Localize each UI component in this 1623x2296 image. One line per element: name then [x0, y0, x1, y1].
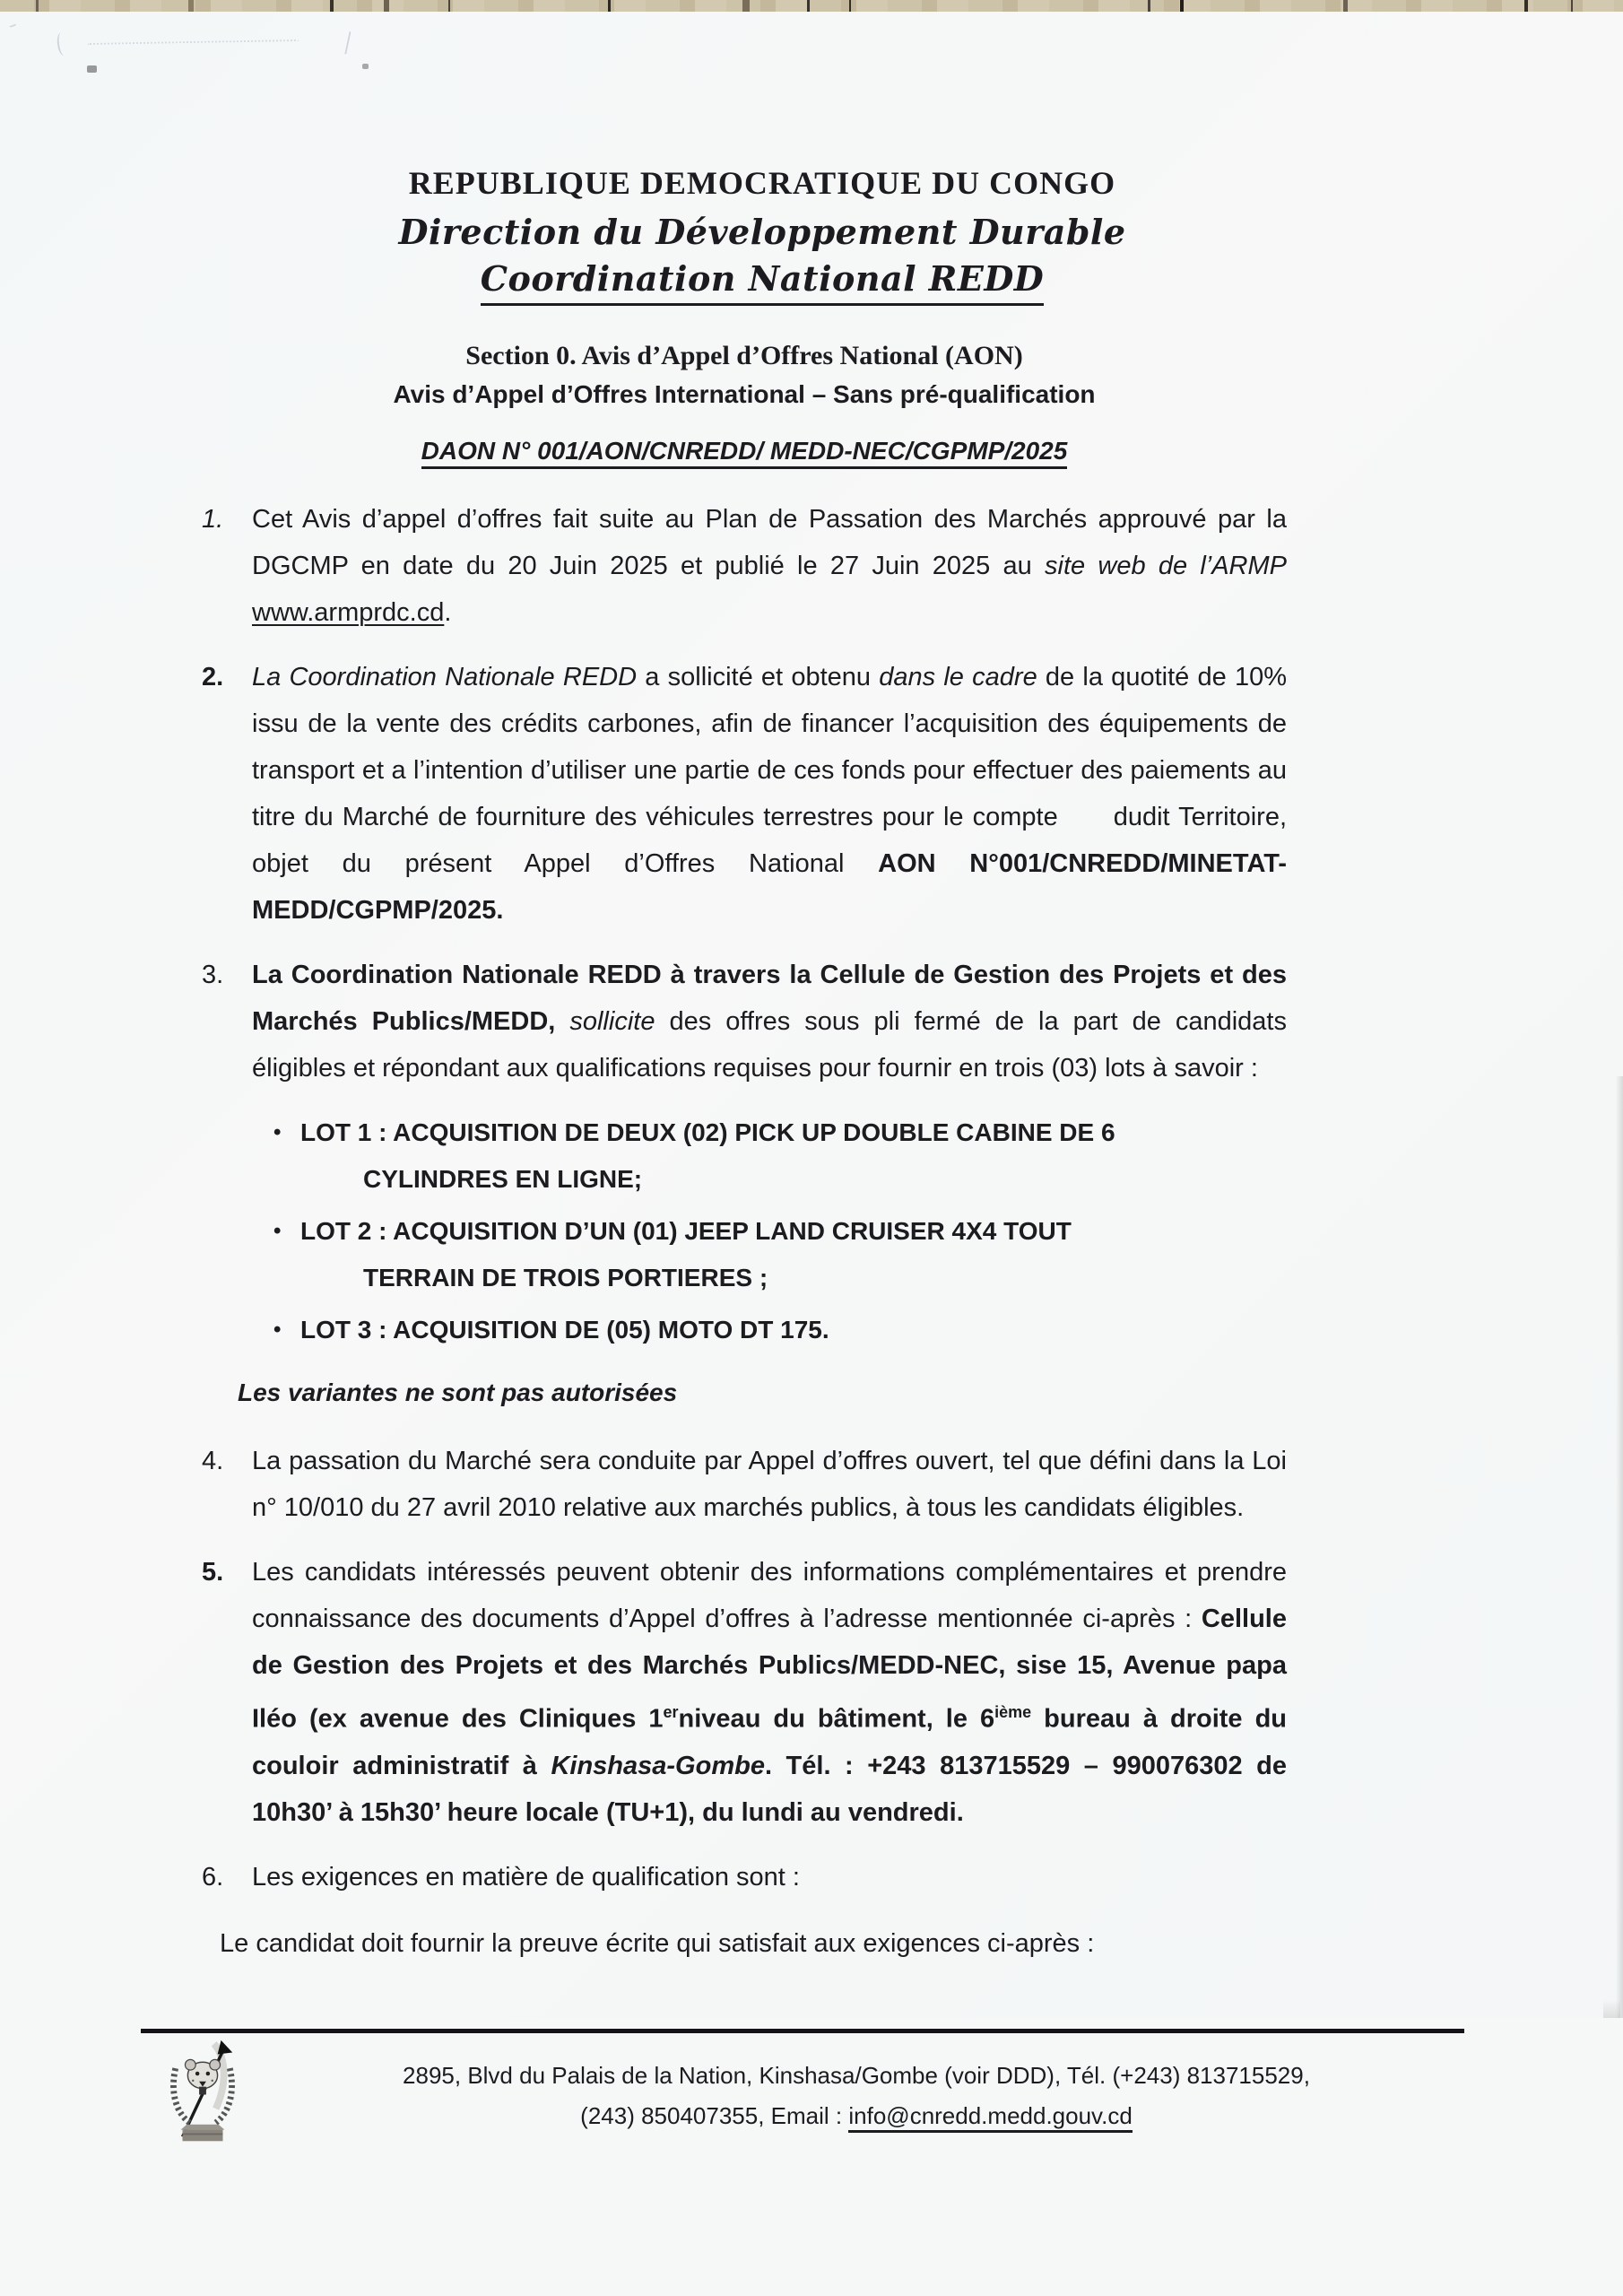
paragraph-text: La Coordination Nationale REDD à travers la Cellule de Gestion des Projets et des Marchés Publics/MEDD, sollicite des offres sous pli fermé de la part de candidats éligibles et répondant aux qualifications requises pour fournir en trois (03) lots à savoir :	[252, 961, 1287, 1083]
paragraph-6	[202, 1854, 1287, 1900]
bullet-icon: •	[273, 1318, 282, 1342]
paragraph-text: Les exigences en matière de qualification sont :	[252, 1862, 800, 1892]
pencil-mark	[88, 39, 299, 51]
bullet-icon: •	[273, 1219, 282, 1243]
lot-item-1	[273, 1109, 1287, 1203]
footer-divider	[141, 2029, 1464, 2033]
drc-coat-of-arms-logo	[163, 2038, 242, 2149]
pencil-mark	[56, 31, 71, 57]
ink-speck	[87, 65, 97, 73]
ink-speck	[362, 64, 369, 69]
subsection-title: Avis d’Appel d’Offres International – Sans pré-qualification	[393, 380, 1096, 408]
country-title: REPUBLIQUE DEMOCRATIQUE DU CONGO	[408, 165, 1116, 201]
paragraph-4	[202, 1438, 1287, 1531]
page-footer	[0, 2018, 1623, 2296]
paragraph-number: 1.	[202, 505, 224, 534]
scan-edge-artifact-top	[0, 0, 1623, 12]
paragraph-3	[202, 952, 1287, 1091]
coordination-title: Coordination National REDD	[238, 257, 1287, 306]
lot-text: LOT 2 : ACQUISITION D’UN (01) JEEP LAND CRUISER 4X4 TOUT TERRAIN DE TROIS PORTIERES ;	[300, 1217, 1072, 1292]
paragraph-number: 5.	[202, 1558, 224, 1587]
paragraph-number: 6.	[202, 1862, 224, 1892]
closing-line: Le candidat doit fournir la preuve écrite qui satisfait aux exigences ci-après :	[220, 1928, 1095, 1958]
coat-of-arms-icon	[163, 2038, 242, 2149]
paragraph-number: 3.	[202, 961, 224, 989]
footer-address-line: 2895, Blvd du Palais de la Nation, Kinshasa/Gombe (voir DDD), Tél. (+243) 813715529,	[403, 2062, 1310, 2089]
paragraph-number: 4.	[202, 1447, 224, 1475]
armp-website-link[interactable]: www.armprdc.cd	[252, 598, 445, 627]
pencil-mark	[7, 17, 17, 28]
pencil-mark	[337, 30, 351, 55]
direction-title: Direction du Développement Durable	[398, 212, 1126, 252]
bullet-icon: •	[273, 1120, 282, 1144]
paragraph-text: Les candidats intéressés peuvent obtenir des informations complémentaires et prendre connaissance des documents d’Appel d’offres à l’adresse mentionnée ci-après : Cellule de Gestion des Projets et des Marchés Publics/MEDD-NEC, sise 15, Avenue papa Iléo (ex avenue des Cliniques 1erniveau du bâtiment, le 6ième bureau à droite du couloir administratif à Kinshasa-Gombe. Tél. : +243 813715529 – 990076302 de 10h30’ à 15h30’ heure locale (TU+1), du lundi au vendredi.	[252, 1558, 1288, 1827]
tender-reference-number: DAON N° 001/AON/CNREDD/ MEDD-NEC/CGPMP/2025	[202, 435, 1287, 467]
variants-note: Les variantes ne sont pas autorisées	[238, 1378, 678, 1406]
footer-text	[242, 2056, 1471, 2136]
lot-item-2	[273, 1208, 1287, 1301]
section-title: Section 0. Avis d’Appel d’Offres National (AON)	[465, 341, 1023, 370]
footer-contact-line: (243) 850407355, Email : info@cnredd.medd.gouv.cd	[242, 2096, 1471, 2136]
paragraph-text: La passation du Marché sera conduite par Appel d’offres ouvert, tel que défini dans la Loi n° 10/010 du 27 avril 2010 relative aux marchés publics, à tous les candidats éligibles.	[252, 1447, 1287, 1522]
paragraph-5	[202, 1549, 1287, 1836]
footer-email-link[interactable]: info@cnredd.medd.gouv.cd	[848, 2102, 1132, 2133]
paragraph-2	[202, 654, 1287, 934]
paragraph-number: 2.	[202, 663, 224, 691]
lots-list	[273, 1109, 1287, 1353]
paragraph-text: La Coordination Nationale REDD a sollicité et obtenu dans le cadre de la quotité de 10% issu de la vente des crédits carbones, afin de financer l’acquisition des équipements de transport et a l’intention d’utiliser une partie de ces fonds pour effectuer des paiements au titre du Marché de fourniture des véhicules terrestres pour le compte dudit Territoire, objet du présent Appel d’Offres National AON N°001/CNREDD/MINETAT-MEDD/CGPMP/2025.	[252, 663, 1287, 925]
paragraph-1	[202, 496, 1287, 636]
lot-text: LOT 3 : ACQUISITION DE (05) MOTO DT 175.	[300, 1316, 829, 1344]
paragraph-text: Cet Avis d’appel d’offres fait suite au Plan de Passation des Marchés approuvé par la DGCMP en date du 20 Juin 2025 et publié le 27 Juin 2025 au site web de l’ARMP www.armprdc.cd.	[252, 505, 1287, 627]
lot-item-3	[273, 1307, 1287, 1353]
lot-text: LOT 1 : ACQUISITION DE DEUX (02) PICK UP DOUBLE CABINE DE 6 CYLINDRES EN LIGNE;	[300, 1118, 1115, 1193]
document-body	[202, 164, 1287, 1967]
